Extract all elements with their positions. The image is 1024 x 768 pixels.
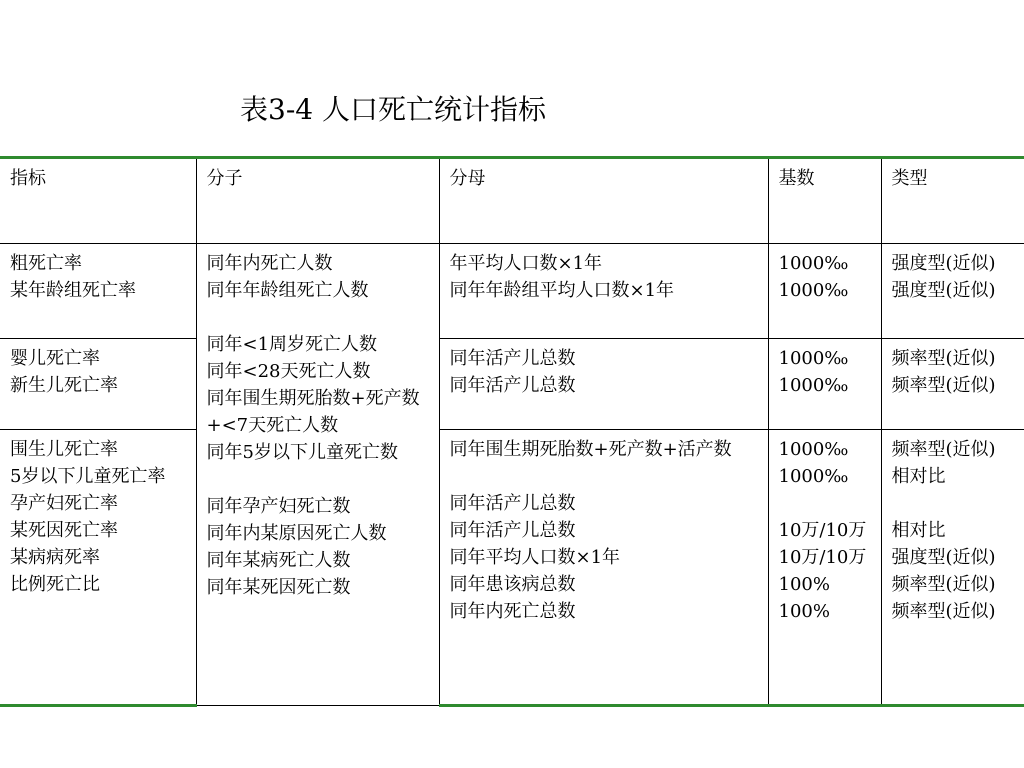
denominator-line: 同年年龄组平均人口数×1年 [449,280,675,301]
numerator-line: 同年某死因死亡数 [206,577,351,598]
numerator-spacer [207,304,435,331]
table-row [0,430,1024,706]
table-row [0,339,1024,430]
mortality-indicator-table [0,156,1024,707]
numerator-line: 同年内某原因死亡人数 [206,523,387,544]
indicator-line: 某年龄组死亡率 [10,280,136,301]
type-line: 频率型(近似) [891,439,996,460]
indicator-line: 粗死亡率 [10,253,82,274]
base-line: 1000‰ [778,439,849,460]
header-indicator: 指标 [0,158,196,244]
header-type: 类型 [881,158,1024,244]
table-row [0,244,1024,339]
indicator-line: 婴儿死亡率 [10,348,100,369]
type-line: 相对比 [891,466,946,487]
indicator-cell [0,339,196,430]
denominator-cell [439,244,768,339]
header-base: 基数 [768,158,881,244]
denominator-line: 同年平均人口数×1年 [449,547,621,568]
indicator-line: 孕产妇死亡率 [10,493,118,514]
indicator-cell [0,244,196,339]
type-line: 频率型(近似) [891,348,996,369]
indicator-line: 5岁以下儿童死亡率 [10,466,166,487]
base-line: 1000‰ [778,280,849,301]
numerator-cell [196,244,439,706]
denominator-line: 同年活产儿总数 [449,493,576,514]
base-line: 10万/10万 [778,520,867,541]
numerator-line: 同年某病死亡人数 [206,550,351,571]
base-cell [768,430,881,706]
base-line: 100% [778,601,830,622]
indicator-line: 某病病死率 [10,547,100,568]
base-line: 1000‰ [778,348,849,369]
base-line: 1000‰ [778,466,849,487]
type-spacer [892,490,1024,517]
denominator-line: 同年内死亡总数 [449,601,576,622]
numerator-spacer [207,466,435,493]
denominator-line: 同年活产儿总数 [449,520,576,541]
denominator-spacer [450,463,764,490]
denominator-cell [439,430,768,706]
type-line: 相对比 [891,520,946,541]
numerator-line: 同年内死亡人数 [206,253,333,274]
base-cell [768,244,881,339]
indicator-line: 某死因死亡率 [10,520,118,541]
numerator-line: 同年孕产妇死亡数 [206,496,351,517]
page-title: 表3-4 人口死亡统计指标 [240,93,546,126]
denominator-line: 年平均人口数×1年 [449,253,603,274]
numerator-line: 同年围生期死胎数+死产数+<7天死亡人数 [206,388,420,436]
type-line: 强度型(近似) [891,253,996,274]
type-line: 强度型(近似) [891,280,996,301]
table-header-row [0,158,1024,244]
type-line: 频率型(近似) [891,601,996,622]
type-line: 强度型(近似) [891,547,996,568]
indicator-line: 比例死亡比 [10,574,100,595]
indicator-cell [0,430,196,706]
base-cell [768,339,881,430]
type-cell [881,244,1024,339]
type-line: 频率型(近似) [891,375,996,396]
type-line: 频率型(近似) [891,574,996,595]
type-cell [881,430,1024,706]
numerator-line: 同年<1周岁死亡人数 [206,334,378,355]
base-line: 100% [778,574,830,595]
indicator-line: 新生儿死亡率 [10,375,118,396]
base-line: 10万/10万 [778,547,867,568]
base-line: 1000‰ [778,375,849,396]
denominator-cell [439,339,768,430]
base-spacer [779,490,877,517]
denominator-line: 同年活产儿总数 [449,348,576,369]
denominator-line: 同年围生期死胎数+死产数+活产数 [449,439,732,460]
header-numerator: 分子 [196,158,439,244]
numerator-line: 同年5岁以下儿童死亡数 [206,442,398,463]
header-denominator: 分母 [439,158,768,244]
denominator-line: 同年活产儿总数 [449,375,576,396]
numerator-line: 同年年龄组死亡人数 [206,280,369,301]
base-line: 1000‰ [778,253,849,274]
numerator-line: 同年<28天死亡人数 [206,361,371,382]
type-cell [881,339,1024,430]
denominator-line: 同年患该病总数 [449,574,576,595]
indicator-line: 围生儿死亡率 [10,439,118,460]
data-table [0,156,1024,707]
